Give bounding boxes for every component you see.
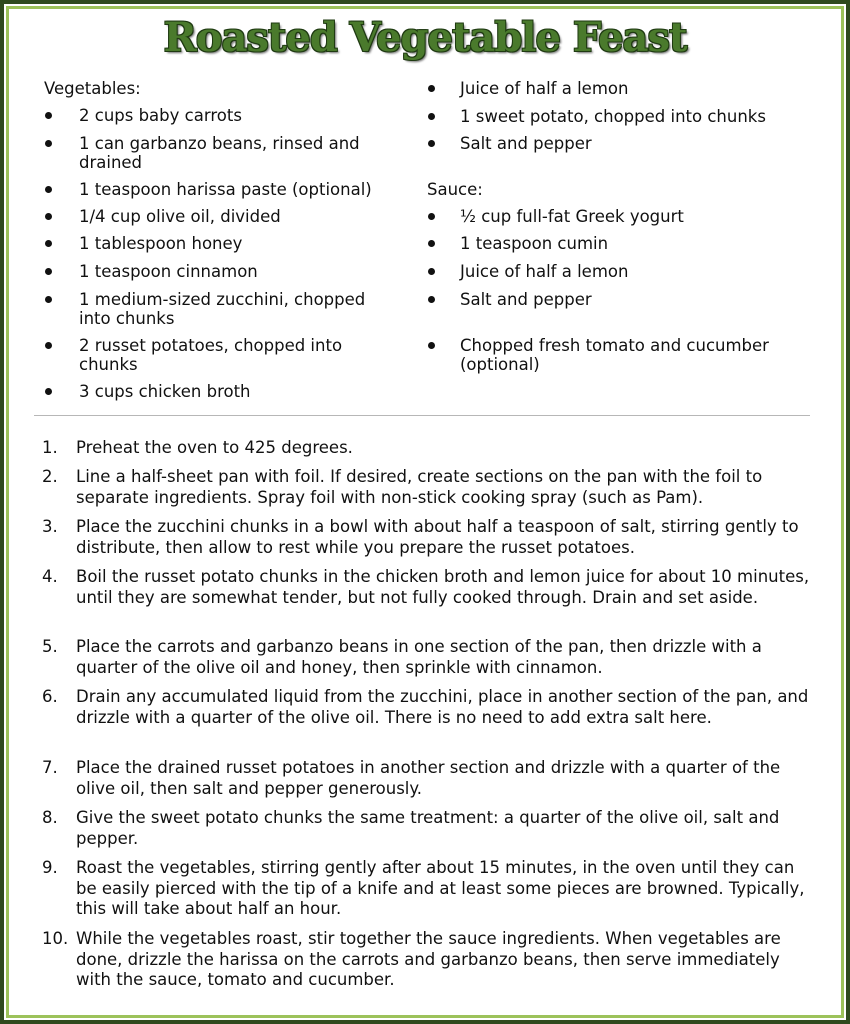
step-number: 3. bbox=[42, 517, 58, 536]
step-number: 4. bbox=[42, 567, 58, 586]
step-text: Place the zucchini chunks in a bowl with about half a teaspoon of salt, stirring gently to distribute, then allow to rest while you prepare the russet potatoes. bbox=[76, 517, 799, 557]
step-number: 9. bbox=[42, 858, 58, 877]
step-number: 1. bbox=[42, 438, 58, 457]
step-text: Roast the vegetables, stirring gently after about 15 minutes, in the oven until they can be easily pierced with the tip of a knife and at least some pieces are browned. Typically, this will take about half an hour. bbox=[76, 858, 805, 918]
step-text: Drain any accumulated liquid from the zucchini, place in another section of the pan, and drizzle with a quarter of the olive oil. There is no need to add extra salt here. bbox=[76, 687, 809, 727]
step-number: 8. bbox=[42, 808, 58, 827]
section-divider bbox=[34, 415, 810, 416]
step-text: Boil the russet potato chunks in the chicken broth and lemon juice for about 10 minutes, until they are somewhat tender, but not fully cooked through. Drain and set aside. bbox=[76, 567, 810, 607]
step-number: 7. bbox=[42, 758, 58, 777]
recipe-title: Roasted Vegetable Feast bbox=[163, 14, 687, 61]
step-text: While the vegetables roast, stir together the sauce ingredients. When vegetables are done, drizzle the harissa on the carrots and garbanzo beans, then serve immediately with the sauce, tomato and cucumber. bbox=[76, 929, 781, 989]
step-number: 10. bbox=[42, 929, 69, 948]
sauce-heading: Sauce: bbox=[427, 180, 483, 199]
step-text: Give the sweet potato chunks the same treatment: a quarter of the olive oil, salt and pepper. bbox=[76, 808, 780, 848]
step-text: Line a half-sheet pan with foil. If desired, create sections on the pan with the foil to separate ingredients. Spray foil with non-stick cooking spray (such as Pam). bbox=[76, 467, 763, 507]
step-number: 5. bbox=[42, 637, 58, 656]
step-text: Place the drained russet potatoes in another section and drizzle with a quarter of the olive oil, then salt and pepper generously. bbox=[76, 758, 781, 798]
vegetables-heading: Vegetables: bbox=[44, 79, 141, 98]
step-number: 2. bbox=[42, 467, 58, 486]
step-text: Place the carrots and garbanzo beans in one section of the pan, then drizzle with a quarter of the olive oil and honey, then sprinkle with cinnamon. bbox=[76, 637, 762, 677]
step-text: Preheat the oven to 425 degrees. bbox=[76, 438, 353, 457]
step-number: 6. bbox=[42, 687, 58, 706]
